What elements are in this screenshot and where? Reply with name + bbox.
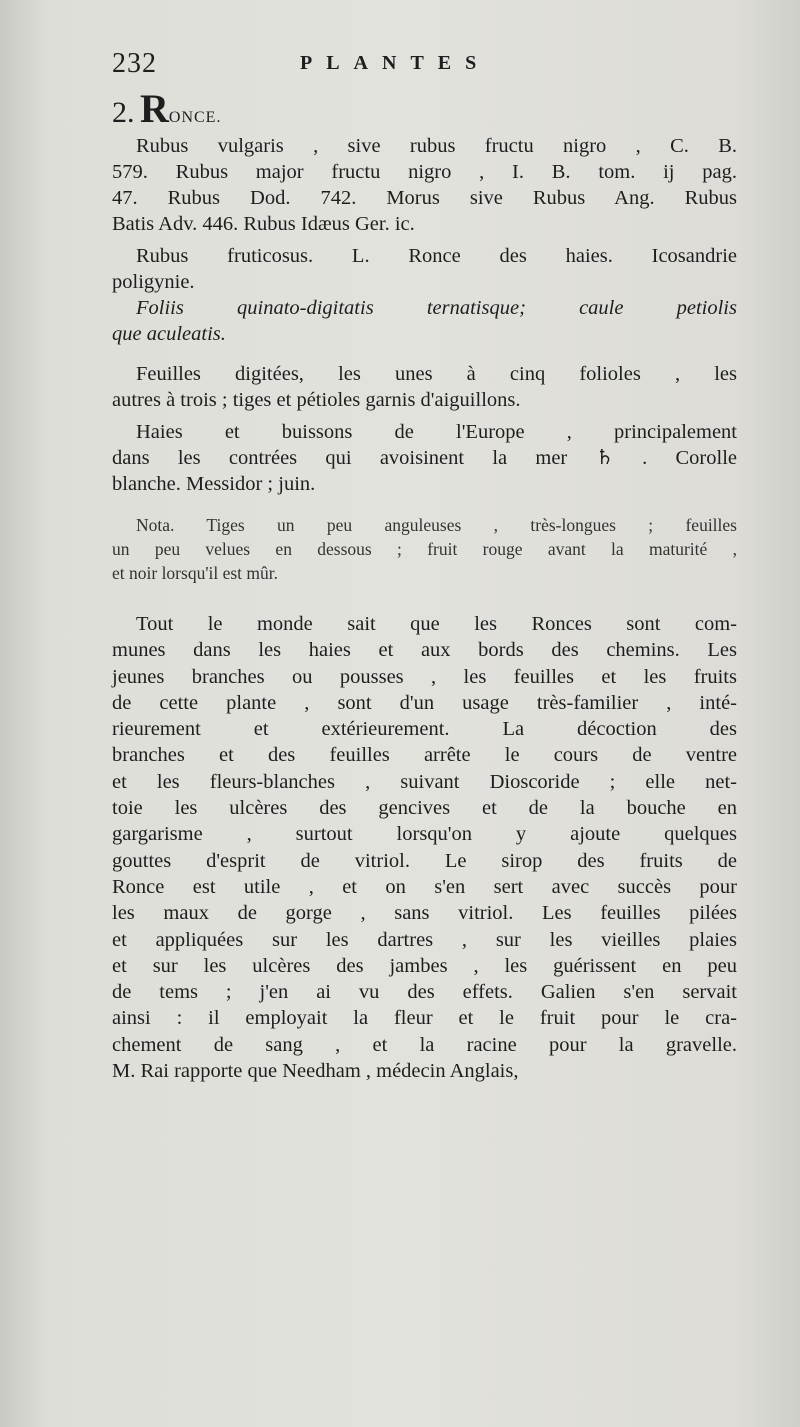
entry-heading (112, 86, 737, 131)
text-line: branches et des feuilles arrête le cours de ventre (112, 744, 737, 767)
page-number: 232 (112, 48, 157, 79)
text-line: gargarisme , surtout lorsqu'on y ajoute quelques (112, 823, 737, 846)
text-line: de tems ; j'en ai vu des effets. Galien s'en servait (112, 981, 737, 1004)
text-line: dans les contrées qui avoisinent la mer ♄ . Corolle (112, 447, 737, 469)
entry-title-rest: ONCE. (168, 109, 222, 126)
text-line: les maux de gorge , sans vitriol. Les feuilles pilées (112, 902, 737, 925)
text-line: 47. Rubus Dod. 742. Morus sive Rubus Ang. Rubus (112, 187, 737, 209)
text-line: chement de sang , et la racine pour la gravelle. (112, 1033, 737, 1056)
text-line: ainsi : il employait la fleur et le fruit pour le cra- (112, 1007, 737, 1030)
synonymy-paragraph (112, 133, 737, 237)
text-line: M. Rai rapporte que Needham , médecin Anglais, (112, 1060, 519, 1083)
text-line: 579. Rubus major fructu nigro , I. B. tom. ij pag. (112, 161, 737, 183)
diagnosis-paragraph (112, 295, 737, 347)
text-line: Nota. Tiges un peu anguleuses , très-longues ; feuilles (136, 515, 737, 535)
text-line: Ronce est utile , et on s'en sert avec succès pour (112, 875, 737, 898)
nota-paragraph (112, 513, 737, 585)
page-text (112, 86, 737, 1084)
description-paragraph (112, 361, 737, 413)
text-line: et les fleurs-blanches , suivant Dioscoride ; elle net- (112, 770, 737, 793)
text-line: un peu velues en dessous ; fruit rouge avant la maturité , (112, 539, 737, 559)
text-line: rieurement et extérieurement. La décoction des (112, 718, 737, 741)
page-header (112, 48, 752, 88)
text-line: et sur les ulcères des jambes , les guérissent en peu (112, 954, 737, 977)
main-paragraph (112, 611, 737, 1084)
habitat-paragraph (112, 419, 737, 497)
text-line: blanche. Messidor ; juin. (112, 473, 316, 495)
linnaean-paragraph (112, 243, 737, 295)
text-line: Feuilles digitées, les unes à cinq folioles , les (136, 363, 737, 385)
entry-initial: R (140, 86, 169, 131)
text-line: et appliquées sur les dartres , sur les vieilles plaies (112, 928, 737, 951)
text-line: Foliis quinato-digitatis ternatisque; caule petiolis (136, 297, 737, 319)
text-line: autres à trois ; tiges et pétioles garnis d'aiguillons. (112, 389, 521, 411)
text-line: toie les ulcères des gencives et de la bouche en (112, 797, 737, 820)
text-line: Rubus fruticosus. L. Ronce des haies. Icosandrie (136, 245, 737, 267)
text-line: poligynie. (112, 271, 195, 293)
text-line: jeunes branches ou pousses , les feuilles et les fruits (112, 665, 737, 688)
text-line: Tout le monde sait que les Ronces sont com- (136, 613, 737, 635)
text-line: de cette plante , sont d'un usage très-familier , inté- (112, 691, 737, 714)
entry-number: 2. (112, 96, 135, 129)
text-line: Rubus vulgaris , sive rubus fructu nigro , C. B. (136, 135, 737, 157)
text-line: Haies et buissons de l'Europe , principalement (136, 421, 737, 443)
text-line: que aculeatis. (112, 323, 226, 345)
text-line: et noir lorsqu'il est mûr. (112, 563, 278, 583)
running-head: PLANTES (300, 52, 491, 74)
text-line: Batis Adv. 446. Rubus Idæus Ger. ic. (112, 213, 415, 235)
text-line: munes dans les haies et aux bords des chemins. Les (112, 639, 737, 662)
text-line: gouttes d'esprit de vitriol. Le sirop des fruits de (112, 849, 737, 872)
